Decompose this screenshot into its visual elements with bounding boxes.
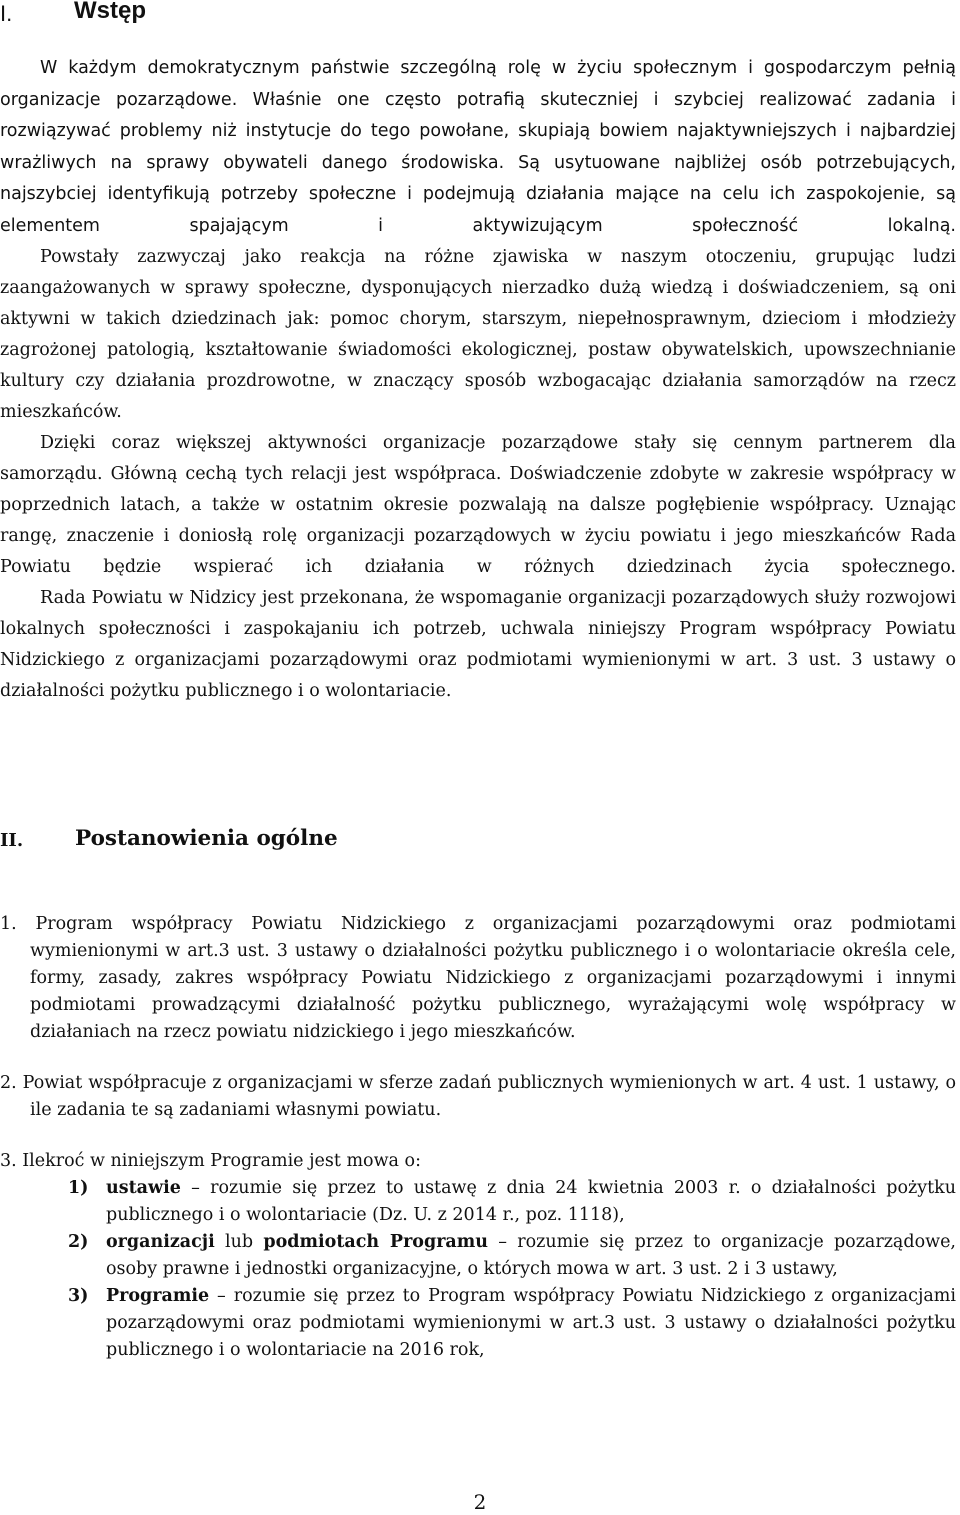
section-2-body (0, 911, 956, 1364)
definition-text: – rozumie się przez to Program współpracy Powiatu Nidzickiego z organizacjami pozarządowymi oraz podmiotami wymienionymi w art.3 ust. 3 ustawy o działalności pożytku publicznego i o wolontariacie na 2016 rok, (106, 1286, 956, 1360)
definition-text: – rozumie się przez to ustawę z dnia 24 kwietnia 2003 r. o działalności pożytku publicznego i o wolontariacie (Dz. U. z 2014 r., poz. 1118), (106, 1178, 956, 1225)
definition-item (0, 1175, 956, 1229)
definition-term: organizacji (106, 1232, 215, 1252)
intro-paragraph-3: Dzięki coraz większej aktywności organizacje pozarządowe stały się cennym partnerem dla samorządu. Główną cechą tych relacji jest współpraca. Doświadczenie zdobyte w zakresie współpracy w poprzednich latach, a także w ostatnim okresie pozwalają na dalsze pogłębienie współpracy. Uznając rangę, znaczenie i doniosłą rolę organizacji pozarządowych w życiu powiatu i jego mieszkańców Rada Powiatu będzie wspierać ich działania w różnych dziedzinach życia społecznego. (0, 433, 956, 577)
definition-text: – rozumie się przez to organizacje pozarządowe, osoby prawne i jednostki organizacyjne, o których mowa w art. 3 ust. 2 i 3 ustawy, (106, 1232, 956, 1279)
general-provision-2: 2. Powiat współpracuje z organizacjami w sferze zadań publicznych wymienionych w art. 4 ust. 1 ustawy, o ile zadania te są zadaniami własnymi powiatu. (0, 1073, 956, 1120)
definitions-list (0, 1175, 956, 1364)
section-1-heading (0, 0, 700, 31)
section-1-body (0, 53, 956, 707)
definition-term: ustawie (106, 1178, 181, 1198)
definition-number: 1) (68, 1178, 89, 1198)
definition-term: Programie (106, 1286, 210, 1306)
section-2-number: II. (0, 830, 24, 851)
intro-paragraph-4: Rada Powiatu w Nidzicy jest przekonana, że wspomaganie organizacji pozarządowych służy rozwojowi lokalnych społeczności i zaspokajaniu ich potrzeb, uchwala niniejszy Program współpracy Powiatu Nidzickiego z organizacjami pozarządowymi oraz podmiotami wymienionymi w art. 3 ust. 3 ustawy o działalności pożytku publicznego i o wolontariacie. (0, 588, 956, 701)
definition-term-2: podmiotach Programu (263, 1232, 488, 1252)
section-2-heading (0, 826, 600, 860)
page-number: 2 (473, 1490, 487, 1514)
definition-number: 3) (68, 1286, 89, 1306)
section-1-number: I. (0, 1, 13, 26)
definition-item (0, 1283, 956, 1364)
section-1-title: Wstęp (74, 0, 146, 24)
section-2-title: Postanowienia ogólne (75, 826, 338, 851)
general-provision-3-intro: 3. Ilekroć w niniejszym Programie jest mowa o: (0, 1151, 421, 1171)
definition-item (0, 1229, 956, 1283)
definition-number: 2) (68, 1232, 89, 1252)
general-provision-1: 1. Program współpracy Powiatu Nidzickiego z organizacjami pozarządowymi oraz podmiotami wymienionymi w art.3 ust. 3 ustawy o działalności pożytku publicznego i o wolontariacie określa cele, formy, zasady, zakres współpracy Powiatu Nidzickiego z organizacjami pozarządowymi i innymi podmiotami prowadzącymi działalność pożytku publicznego, wyrażającymi wolę współpracy w działaniach na rzecz powiatu nidzickiego i jego mieszkańców. (0, 914, 956, 1042)
intro-paragraph-2: Powstały zazwyczaj jako reakcja na różne zjawiska w naszym otoczeniu, grupując ludzi zaangażowanych w sprawy społeczne, dysponujących nierzadko dużą wiedzą i doświadczeniem, są oni aktywni w takich dziedzinach jak: pomoc chorym, starszym, niepełnosprawnym, dzieciom i młodzieży zagrożonej patologią, kształtowanie świadomości ekologicznej, postaw obywatelskich, upowszechnianie kultury czy działania prozdrowotne, w znaczący sposób wzbogacając działania samorządów na rzecz mieszkańców. (0, 247, 956, 422)
definition-connector: lub (214, 1232, 264, 1252)
intro-paragraph-1: W każdym demokratycznym państwie szczególną rolę w życiu społecznym i gospodarczym pełnią organizacje pozarządowe. Właśnie one często potrafią skuteczniej i szybciej realizować zadania i rozwiązywać problemy niż instytucje do tego powołane, skupiają bowiem najaktywniejszych i najbardziej wrażliwych na sprawy obywateli danego środowiska. Są usytuowane najbliżej osób potrzebujących, najszybciej identyfikują potrzeby społeczne i podejmują działania mające na celu ich zaspokojenie, są elementem spajającym i aktywizującym społeczność lokalną. (0, 58, 956, 236)
